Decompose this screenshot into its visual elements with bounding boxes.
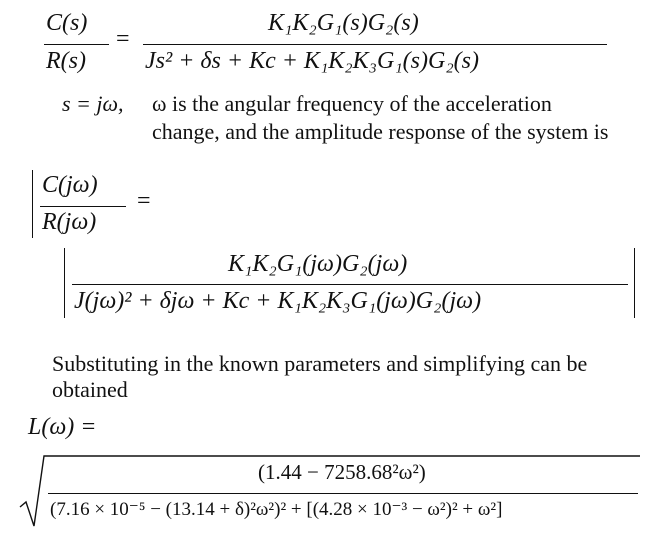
eq2-lhs-fraction-bar bbox=[40, 206, 126, 207]
eq3-lhs: L(ω) = bbox=[28, 414, 97, 440]
eq1-lhs-fraction-bar bbox=[44, 44, 109, 45]
text2-line2: obtained bbox=[52, 377, 128, 402]
eq2-rhs-numerator: K₁K₂G₁(jω)G₂(jω) bbox=[228, 251, 408, 277]
eq2-rhs-denominator: J(jω)² + δjω + Kc + K₁K₂K₃G₁(jω)G₂(jω) bbox=[74, 288, 482, 314]
eq2-rhs-abs-bar-right bbox=[634, 248, 635, 318]
eq2-rhs-abs-bar-left bbox=[64, 248, 65, 318]
eq2-equals-sign: = bbox=[137, 188, 151, 214]
eq2-lhs-denominator: R(jω) bbox=[42, 209, 97, 235]
text2-line1: Substituting in the known parameters and simplifying can be bbox=[52, 351, 588, 376]
eq3-numerator: (1.44 − 7258.68²ω²) bbox=[258, 460, 426, 484]
eq1-lhs-denominator: R(s) bbox=[46, 48, 86, 74]
eq1-equals-sign: = bbox=[116, 26, 130, 52]
eq3-denominator: (7.16 × 10⁻⁵ − (13.14 + δ)²ω²)² + [(4.28 × 10⁻³ − ω²)² + ω²] bbox=[50, 499, 503, 520]
eq2-lhs-numerator: C(jω) bbox=[42, 172, 98, 198]
eq1-lhs-numerator: C(s) bbox=[46, 10, 88, 36]
text1-line1: ω is the angular frequency of the acceleration bbox=[152, 91, 552, 116]
eq3-fraction-bar bbox=[48, 493, 638, 494]
text1-line2: change, and the amplitude response of the system is bbox=[152, 119, 609, 144]
eq1-rhs-fraction-bar bbox=[143, 44, 607, 45]
eq2-lhs-abs-bar-left bbox=[32, 170, 33, 238]
eq1-rhs-numerator: K₁K₂G₁(s)G₂(s) bbox=[268, 10, 419, 36]
text1-math: s = jω, bbox=[62, 91, 124, 116]
eq2-rhs-fraction-bar bbox=[72, 284, 628, 285]
eq1-rhs-denominator: Js² + δs + Kc + K₁K₂K₃G₁(s)G₂(s) bbox=[145, 48, 479, 74]
